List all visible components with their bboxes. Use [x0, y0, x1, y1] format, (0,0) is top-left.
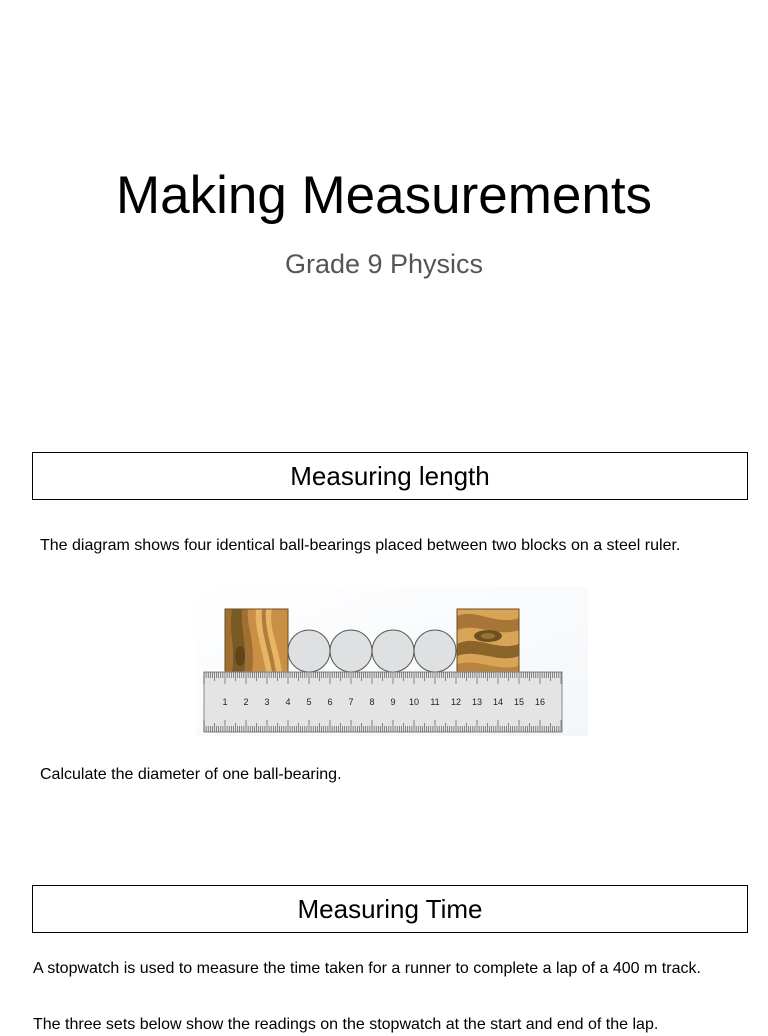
page-subtitle: Grade 9 Physics: [284, 249, 484, 279]
time-continuation-text: The three sets below show the readings on the stopwatch at the start and end of the lap.: [33, 1016, 659, 1033]
length-question-text: Calculate the diameter of one ball-bearing.: [40, 766, 342, 783]
ruler-label: 13: [471, 697, 483, 707]
ball-bearing: [288, 630, 330, 672]
left-wood-block: [225, 609, 288, 672]
right-wood-block: [457, 609, 519, 672]
ruler-label: 6: [327, 697, 333, 707]
ruler-label: 16: [534, 697, 546, 707]
ruler-label: 8: [369, 697, 375, 707]
ruler-label: 12: [450, 697, 462, 707]
ruler-label: 15: [513, 697, 525, 707]
ruler-label: 9: [390, 697, 396, 707]
ruler-label: 5: [306, 697, 312, 707]
ruler-label: 1: [222, 697, 228, 707]
ruler-label: 4: [285, 697, 291, 707]
ruler-label: 11: [430, 697, 440, 707]
ruler-label: 14: [492, 697, 504, 707]
steel-ruler: [204, 672, 562, 732]
ball-bearing: [414, 630, 456, 672]
ball-bearing: [372, 630, 414, 672]
section-heading-length: Measuring length: [32, 452, 748, 500]
length-intro-text: The diagram shows four identical ball-bearings placed between two blocks on a steel ruler.: [40, 537, 681, 554]
time-intro-text: A stopwatch is used to measure the time taken for a runner to complete a lap of a 400 m track.: [33, 960, 701, 977]
ball-bearing: [330, 630, 372, 672]
ruler-label: 7: [348, 697, 354, 707]
ball-bearing-ruler-diagram: [196, 586, 588, 736]
ruler-label: 10: [408, 697, 420, 707]
ruler-label: 3: [264, 697, 270, 707]
section-heading-time: Measuring Time: [32, 885, 748, 933]
ruler-label: 2: [243, 697, 249, 707]
page-title: Making Measurements: [115, 166, 653, 225]
